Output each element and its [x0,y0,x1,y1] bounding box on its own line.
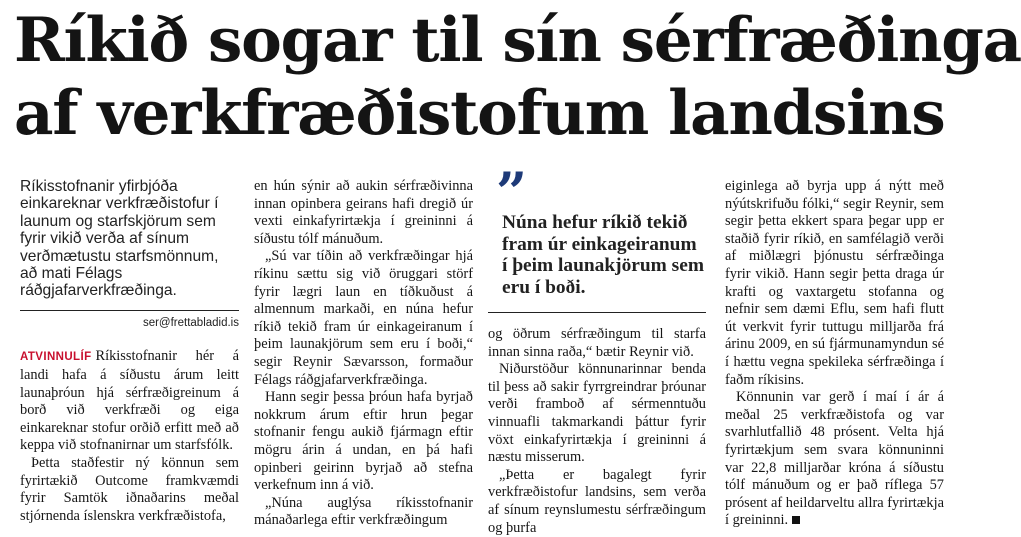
headline [14,4,1021,150]
pull-quote-text: Núna hefur ríkið tekið fram úr einkageiranum í þeim launakjörum sem eru í boði. [502,212,704,298]
body-paragraph: Þetta staðfestir ný könnun sem fyrirtækið Outcome framkvæmdi fyrir Samtök iðnaðarins meðal stjórnenda íslenskra verkfræðistofa, [20,455,239,524]
column-2 [254,178,473,529]
body-paragraph: „Þetta er bagalegt fyrir verkfræðistofur landsins, sem verða af sínum reynslumestu sérfræðingum og þurfa [488,466,706,536]
body-paragraph [20,348,239,455]
body-paragraph: „Núna auglýsa ríkisstofnanir mánaðarlega eftir verkfræðingum [254,494,473,529]
body-paragraph: „Sú var tíðin að verkfræðingar hjá ríkinu sættu sig við öruggari störf fyrir lægri laun en tíðkuðust á almennum markaði, en núna hefur ríkið tekið fram úr einkageiranum í þeim launakjörum sem eru í boði,“ segir Reynir Sævarsson, formaður Félags ráðgjafarverkfræðinga. [254,248,473,388]
column-1 [20,178,239,524]
end-mark-icon [792,516,800,524]
lead-paragraph: Ríkisstofnanir yfirbjóða einkareknar verkfræðistofur í launum og starfskjörum sem fyrir vikið verða af sínum verðmætustu starfsmönnum, að mati Félags ráðgjafarverkfræðinga. [20,178,239,311]
body-paragraph: eiginlega að byrja upp á nýtt með nýútskrifuðu fólki,“ segir Reynir, sem segir þetta ekkert spara þegar upp er staðið fyrir ríkið, en samfélagið verði af miðlægri þjónustu sérfræðinga fyrir vikið. Hann segir þetta draga úr krafti og vaxtargetu stofanna og nefnir sem dæmi Eflu, sem hafi flutt út verkvit fyrir tuttugu milljarða frá árinu 2009, en sú fjármunamyndun sé í hættu vegna spekileka sérfræðinga í faðm ríkisins. [725,178,944,388]
body-text: Könnunin var gerð í maí í ár á meðal 25 verkfræðistofa og var svarhlutfallið 48 prósent. Velta hjá fyrirtækjum sem svara könnuninni var 22,8 milljarðar króna á síðustu tólf mánuðum og er það ríflega 57 prósent af heildarveltu allra fyrirtækja í greininni. [725,389,944,529]
section-label: ATVINNULÍF [20,351,92,364]
column-4 [725,178,944,529]
body-paragraph: Niðurstöður könnunarinnar benda til þess að sakir fyrrgreindrar þróunar verði framboð af sérmenntuðu vinnuafli takmarkandi þáttur fyrir vöxt einkafyrirtækja í greininni á næstu misserum. [488,361,706,466]
column-3 [488,326,706,536]
body-paragraph: Hann segir þessa þróun hafa byrjað nokkrum árum eftir hrun þegar stofnanir fengu aukið fjármagn eftir mögru árin á undan, en þá hafi opinberi geirinn byrjað að stefna verkefnum inn á við. [254,389,473,494]
body-paragraph [725,389,944,530]
body-paragraph: og öðrum sérfræðingum til starfa innan sinna raða,“ bætir Reynir við. [488,326,706,360]
body-text: Ríkisstofnanir hér á landi hafa á síðustu árum leitt launaþróun hjá sérfræðigreinum á borð við verkfræði og eiga einkareknar stofur orðið erfitt með að keppa við stofnanirnar um starfsfólk. [20,348,239,454]
quote-mark-icon: ” [496,160,528,224]
headline-line-1: Ríkið sogar til sín sérfræðinga [14,5,1021,76]
pull-quote [488,160,706,313]
body-paragraph: en hún sýnir að aukin sérfræðivinna innan opinbera geirans hafi dregið úr vexti einkafyrirtækja í greininni á síðustu tólf mánuðum. [254,178,473,247]
byline-email[interactable]: ser@frettabladid.is [142,316,239,329]
headline-line-2: af verkfræðistofum landsins [14,78,945,149]
